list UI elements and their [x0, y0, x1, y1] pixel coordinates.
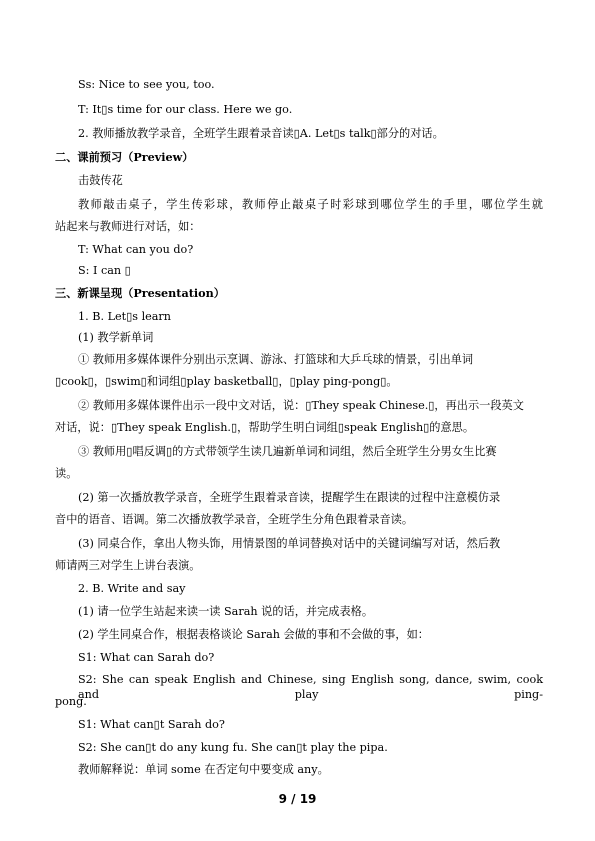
section-heading: 三、新课呈现（Presentation）	[55, 286, 225, 300]
text-line: ① 教师用多媒体课件分别出示烹调、游泳、打篮球和大乒乓球的情景，引出单词	[78, 353, 474, 366]
text-line: 站起来与教师进行对话，如：	[55, 220, 201, 233]
text-line: pong.	[55, 695, 87, 708]
page-number	[0, 792, 595, 806]
text-line: T: It▯s time for our class. Here we go.	[78, 103, 293, 116]
text-line: S1: What can▯t Sarah do?	[78, 718, 225, 731]
text-line: (1) 教学新单词	[78, 331, 154, 344]
text-line: ② 教师用多媒体课件出示一段中文对话，说：▯They speak Chinese.▯，再出示一段英文	[78, 399, 524, 412]
text-line: 2. 教师播放教学录音，全班学生跟着录音读▯A. Let▯s talk▯部分的对话。	[78, 127, 444, 140]
section-heading: 二、课前预习（Preview）	[55, 150, 194, 164]
text-line: T: What can you do?	[78, 243, 194, 256]
text-line: ③ 教师用▯唱反调▯的方式带领学生读几遍新单词和词组，然后全班学生分男女生比赛	[78, 445, 497, 458]
text-line: 教师解释说：单词 some 在否定句中要变成 any。	[78, 763, 329, 776]
page-current: 9	[278, 792, 287, 806]
text-line: (3) 同桌合作，拿出人物头饰，用情景图的单词替换对话中的关键词编写对话，然后教	[78, 537, 501, 550]
page-total: 19	[299, 792, 317, 806]
text-line: S: I can ▯	[78, 264, 131, 277]
text-line: 对话，说：▯They speak English.▯，帮助学生明白词组▯speak English▯的意思。	[55, 421, 475, 434]
text-line: (2) 第一次播放教学录音，全班学生跟着录音读，提醒学生在跟读的过程中注意模仿录	[78, 491, 501, 504]
text-line: 1. B. Let▯s learn	[78, 310, 171, 323]
text-line: Ss: Nice to see you, too.	[78, 78, 215, 91]
text-line: S2: She can▯t do any kung fu. She can▯t play the pipa.	[78, 741, 388, 754]
text-line: (2) 学生同桌合作，根据表格谈论 Sarah 会做的事和不会做的事，如：	[78, 628, 429, 641]
text-line: 读。	[55, 467, 78, 480]
text-line: S1: What can Sarah do?	[78, 651, 215, 664]
text-line: 2. B. Write and say	[78, 582, 186, 595]
text-line: 击鼓传花	[78, 174, 123, 187]
text-line: (1) 请一位学生站起来读一读 Sarah 说的话，并完成表格。	[78, 605, 374, 618]
text-line: 音中的语音、语调。第二次播放教学录音，全班学生分角色跟着录音读。	[55, 513, 414, 526]
text-line: S2: She can speak English and Chinese, sing English song, dance, swim, cook and play ping-	[78, 673, 543, 701]
text-line: 师请两三对学生上讲台表演。	[55, 559, 201, 572]
text-line: 教师敲击桌子，学生传彩球，教师停止敲桌子时彩球到哪位学生的手里，哪位学生就	[78, 198, 543, 211]
text-line: ▯cook▯，▯swim▯和词组▯play basketball▯，▯play ping-pong▯。	[55, 375, 398, 388]
page-separator: /	[286, 792, 300, 806]
